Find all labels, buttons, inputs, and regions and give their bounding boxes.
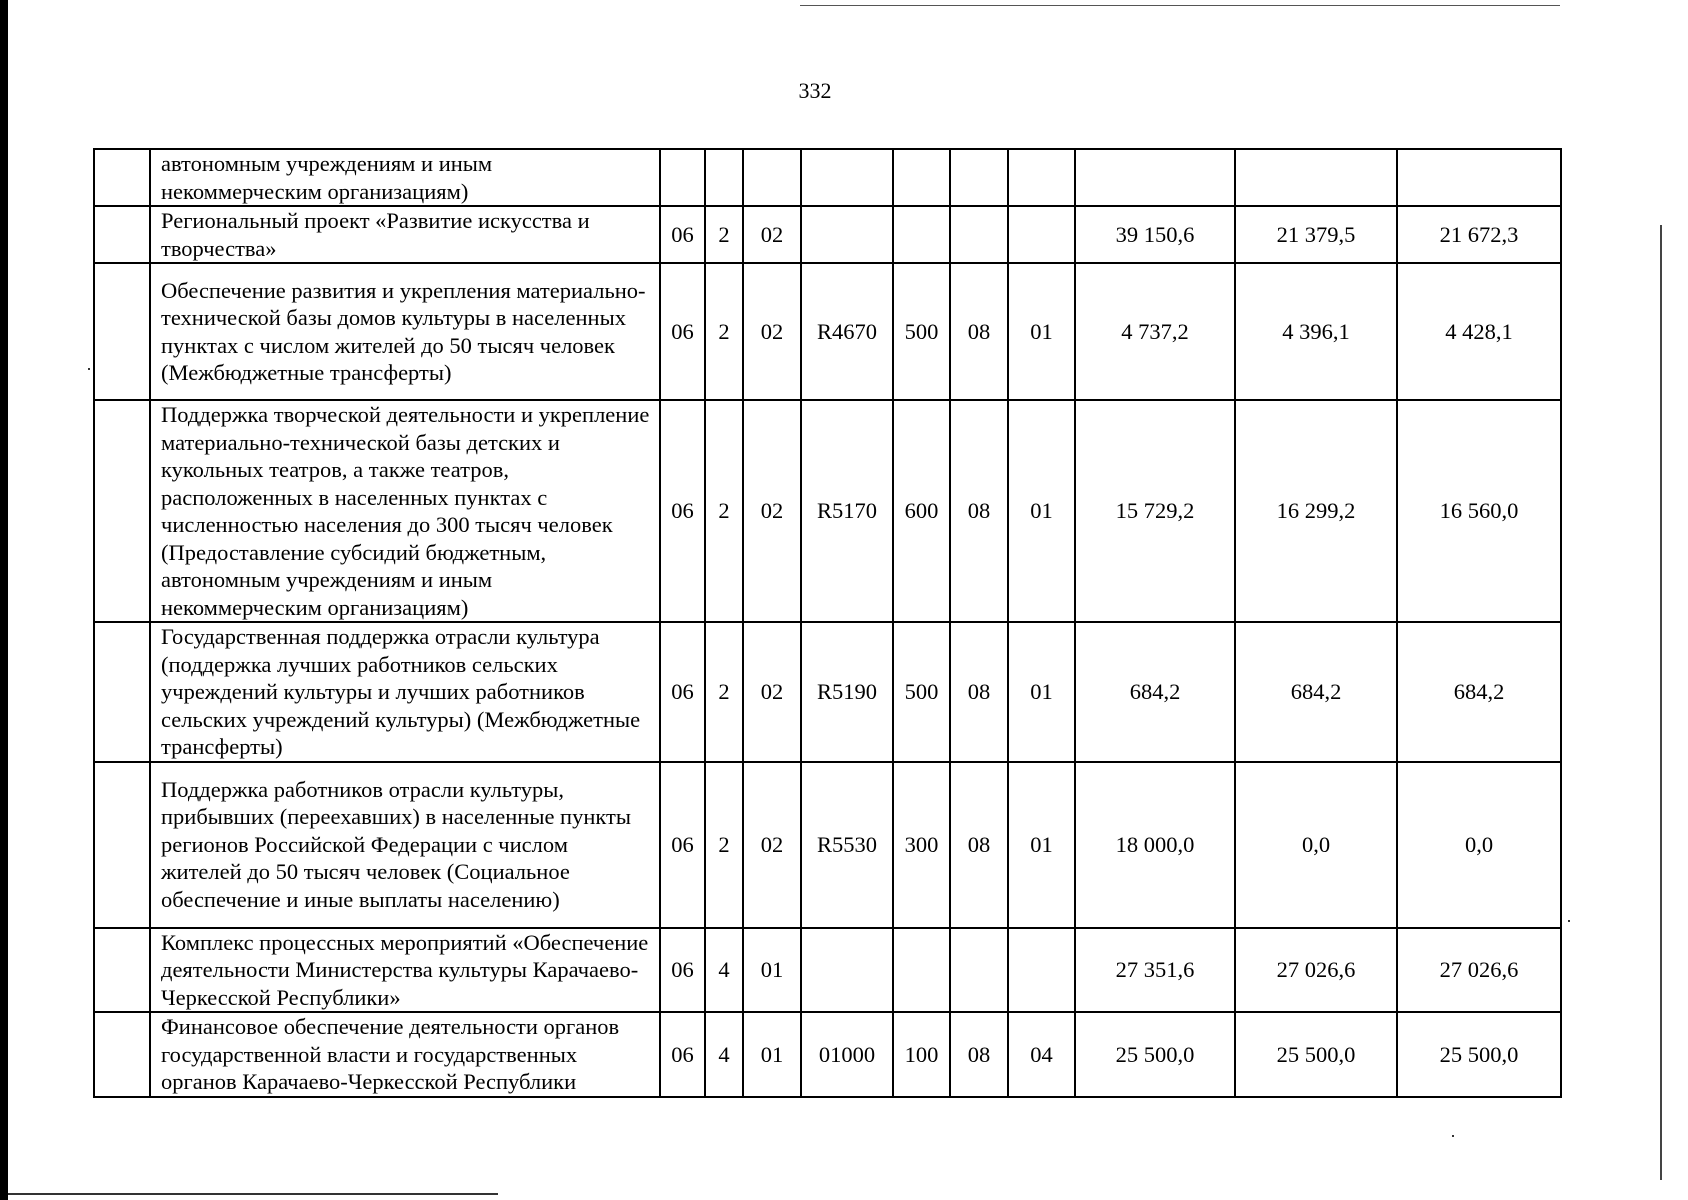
code-cell-c6 [950, 206, 1008, 263]
code-cell-c3: 02 [743, 206, 801, 263]
row-name-cell: Обеспечение развития и укрепления материально-технической базы домов культуры в населенных пунктах с числом жителей до 50 тысяч человек (Межбюджетные трансферты) [150, 263, 660, 400]
amount-cell-v1: 27 351,6 [1075, 928, 1235, 1013]
code-cell-c3: 02 [743, 263, 801, 400]
code-cell-c4: 01000 [801, 1012, 893, 1097]
code-cell-c3: 02 [743, 622, 801, 762]
code-cell-c6: 08 [950, 263, 1008, 400]
amount-cell-v3: 16 560,0 [1397, 400, 1561, 622]
row-name-cell: Государственная поддержка отрасли культура (поддержка лучших работников сельских учреждений культуры и лучших работников сельских учреждений культуры) (Межбюджетные трансферты) [150, 622, 660, 762]
amount-cell-v3: 21 672,3 [1397, 206, 1561, 263]
table-row [94, 1012, 1561, 1097]
code-cell-c5 [893, 928, 950, 1013]
code-cell-c3 [743, 149, 801, 206]
code-cell-c4: R4670 [801, 263, 893, 400]
code-cell-c5: 600 [893, 400, 950, 622]
code-cell-c5: 500 [893, 622, 950, 762]
code-cell-c3: 02 [743, 762, 801, 928]
code-cell-c4: R5170 [801, 400, 893, 622]
code-cell-c6: 08 [950, 400, 1008, 622]
amount-cell-v2: 21 379,5 [1235, 206, 1397, 263]
scan-speck [1568, 920, 1570, 922]
code-cell-c4: R5190 [801, 622, 893, 762]
page-number: 332 [798, 78, 832, 103]
amount-cell-v3: 25 500,0 [1397, 1012, 1561, 1097]
code-cell-c2: 2 [705, 400, 743, 622]
table-row [94, 263, 1561, 400]
code-cell-c2: 4 [705, 1012, 743, 1097]
row-name-cell: Финансовое обеспечение деятельности органов государственной власти и государственных органов Карачаево-Черкесской Республики [150, 1012, 660, 1097]
code-cell-c3: 02 [743, 400, 801, 622]
code-cell-c1: 06 [660, 622, 705, 762]
amount-cell-v2 [1235, 149, 1397, 206]
amount-cell-v2: 4 396,1 [1235, 263, 1397, 400]
code-cell-c6: 08 [950, 622, 1008, 762]
code-cell-c4 [801, 149, 893, 206]
row-number-cell [94, 762, 150, 928]
amount-cell-v3: 27 026,6 [1397, 928, 1561, 1013]
row-number-cell [94, 263, 150, 400]
amount-cell-v1 [1075, 149, 1235, 206]
table-row [94, 928, 1561, 1013]
code-cell-c5 [893, 206, 950, 263]
code-cell-c1: 06 [660, 1012, 705, 1097]
amount-cell-v2: 684,2 [1235, 622, 1397, 762]
code-cell-c2: 4 [705, 928, 743, 1013]
amount-cell-v2: 16 299,2 [1235, 400, 1397, 622]
code-cell-c1: 06 [660, 762, 705, 928]
code-cell-c1: 06 [660, 400, 705, 622]
row-name-cell: Региональный проект «Развитие искусства и творчества» [150, 206, 660, 263]
table-row [94, 622, 1561, 762]
code-cell-c4 [801, 206, 893, 263]
scan-border-right [1660, 225, 1662, 1180]
code-cell-c7: 01 [1008, 762, 1075, 928]
code-cell-c3: 01 [743, 1012, 801, 1097]
code-cell-c5: 100 [893, 1012, 950, 1097]
code-cell-c5 [893, 149, 950, 206]
amount-cell-v1: 39 150,6 [1075, 206, 1235, 263]
row-number-cell [94, 400, 150, 622]
amount-cell-v1: 25 500,0 [1075, 1012, 1235, 1097]
row-number-cell [94, 928, 150, 1013]
row-name-cell: автономным учреждениям и иным некоммерческим организациям) [150, 149, 660, 206]
code-cell-c7 [1008, 149, 1075, 206]
code-cell-c6 [950, 149, 1008, 206]
code-cell-c7: 01 [1008, 263, 1075, 400]
scan-speck [88, 368, 90, 370]
code-cell-c5: 500 [893, 263, 950, 400]
table-row [94, 206, 1561, 263]
budget-table [93, 148, 1562, 1098]
code-cell-c6 [950, 928, 1008, 1013]
code-cell-c7: 04 [1008, 1012, 1075, 1097]
table-row [94, 400, 1561, 622]
code-cell-c4 [801, 928, 893, 1013]
code-cell-c7: 01 [1008, 400, 1075, 622]
amount-cell-v3: 684,2 [1397, 622, 1561, 762]
code-cell-c2: 2 [705, 762, 743, 928]
code-cell-c1: 06 [660, 206, 705, 263]
row-name-cell: Поддержка работников отрасли культуры, прибывших (переехавших) в населенные пункты регионов Российской Федерации с числом жителей до 50 тысяч человек (Социальное обеспечение и иные выплаты населению) [150, 762, 660, 928]
row-name-cell: Комплекс процессных мероприятий «Обеспечение деятельности Министерства культуры Карачаево-Черкесской Республики» [150, 928, 660, 1013]
scan-speck [1452, 1135, 1454, 1137]
scan-border-bottom [8, 1193, 498, 1195]
amount-cell-v2: 27 026,6 [1235, 928, 1397, 1013]
code-cell-c7: 01 [1008, 622, 1075, 762]
code-cell-c7 [1008, 928, 1075, 1013]
code-cell-c2: 2 [705, 622, 743, 762]
table-row [94, 149, 1561, 206]
row-number-cell [94, 1012, 150, 1097]
amount-cell-v1: 684,2 [1075, 622, 1235, 762]
scan-border-top [800, 5, 1560, 6]
code-cell-c1: 06 [660, 928, 705, 1013]
row-number-cell [94, 622, 150, 762]
amount-cell-v3 [1397, 149, 1561, 206]
row-number-cell [94, 149, 150, 206]
amount-cell-v3: 0,0 [1397, 762, 1561, 928]
code-cell-c1: 06 [660, 263, 705, 400]
amount-cell-v2: 25 500,0 [1235, 1012, 1397, 1097]
row-name-cell: Поддержка творческой деятельности и укрепление материально-технической базы детских и кукольных театров, а также театров, расположенных в населенных пунктах с численностью населения до 300 тысяч человек (Предоставление субсидий бюджетным, автономным учреждениям и иным некоммерческим организациям) [150, 400, 660, 622]
scan-border-left [0, 0, 8, 1200]
code-cell-c2: 2 [705, 263, 743, 400]
table-row [94, 762, 1561, 928]
code-cell-c6: 08 [950, 762, 1008, 928]
code-cell-c1 [660, 149, 705, 206]
code-cell-c4: R5530 [801, 762, 893, 928]
code-cell-c5: 300 [893, 762, 950, 928]
code-cell-c2: 2 [705, 206, 743, 263]
row-number-cell [94, 206, 150, 263]
code-cell-c7 [1008, 206, 1075, 263]
code-cell-c6: 08 [950, 1012, 1008, 1097]
code-cell-c3: 01 [743, 928, 801, 1013]
amount-cell-v1: 4 737,2 [1075, 263, 1235, 400]
amount-cell-v2: 0,0 [1235, 762, 1397, 928]
code-cell-c2 [705, 149, 743, 206]
amount-cell-v1: 15 729,2 [1075, 400, 1235, 622]
amount-cell-v1: 18 000,0 [1075, 762, 1235, 928]
amount-cell-v3: 4 428,1 [1397, 263, 1561, 400]
